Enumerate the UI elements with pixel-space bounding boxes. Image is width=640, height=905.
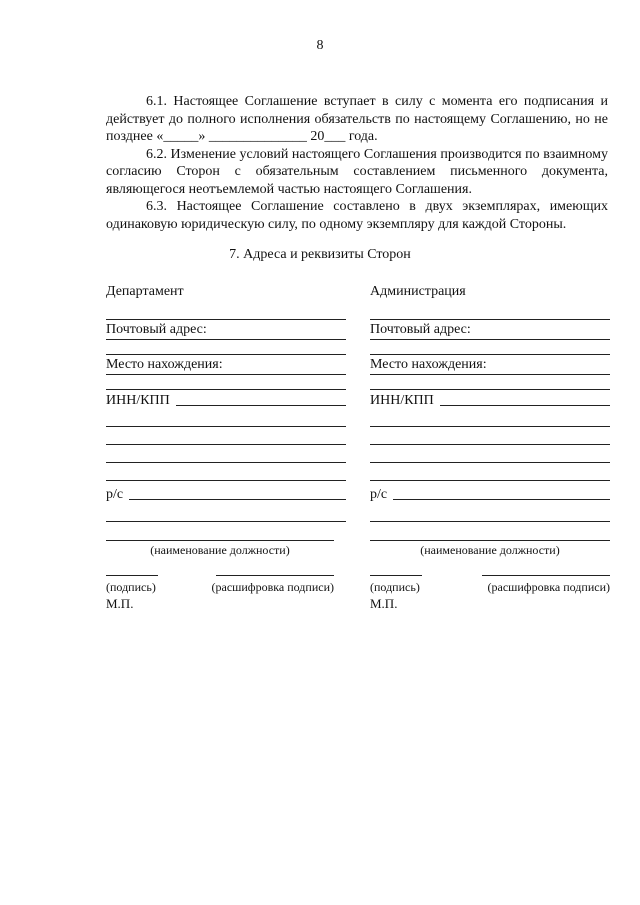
blank-line xyxy=(106,340,346,355)
blank-line xyxy=(106,445,346,463)
decode-line xyxy=(216,567,334,576)
decode-line xyxy=(482,567,610,576)
signature-caption: (подпись) xyxy=(370,580,420,594)
signature-caption: (подпись) xyxy=(106,580,156,594)
inn-kpp-field xyxy=(370,390,610,409)
blank-line xyxy=(106,503,346,522)
party-name: Администрация xyxy=(370,284,466,299)
blank-line xyxy=(370,302,610,320)
paragraph-6-1: 6.1. Настоящее Соглашение вступает в силу с момента его подписания и действует до полного исполнения обязательств по настоящему Соглашению, но не позднее «_____» ______________ 20___ года. xyxy=(106,94,608,144)
blank-line xyxy=(106,427,346,445)
blank-line xyxy=(106,463,346,481)
party-name: Департамент xyxy=(106,284,184,299)
signature-lines xyxy=(106,567,334,576)
inn-kpp-label: ИНН/КПП xyxy=(370,393,434,408)
blank-line xyxy=(370,427,610,445)
position-caption: (наименование должности) xyxy=(150,543,290,557)
blank-line xyxy=(370,463,610,481)
page-number: 8 xyxy=(316,38,324,53)
blank-line xyxy=(106,302,346,320)
location-label: Место нахождения: xyxy=(106,355,346,375)
section-title: 7. Адреса и реквизиты Сторон xyxy=(229,247,411,262)
postal-address-label: Почтовый адрес: xyxy=(370,320,610,340)
signature-captions xyxy=(370,580,610,595)
blank-line xyxy=(370,375,610,390)
inn-kpp-field xyxy=(106,390,346,409)
blank-line xyxy=(370,445,610,463)
blank-line xyxy=(106,375,346,390)
paragraph-6-2: 6.2. Изменение условий настоящего Соглашения производится по взаимному согласию Сторон с обязательным составлением письменного документа, являющегося неотъемлемой частью настоящего Соглашения. xyxy=(106,146,608,197)
account-field xyxy=(106,481,346,503)
paragraph-6-3: 6.3. Настоящее Соглашение составлено в двух экземплярах, имеющих одинаковую юридическую силу, по одному экземпляру для каждой Стороны. xyxy=(106,199,608,232)
location-label: Место нахождения: xyxy=(370,355,610,375)
signature-lines xyxy=(370,567,610,576)
account-field xyxy=(370,481,610,503)
signature-line xyxy=(370,567,422,576)
position-line xyxy=(106,522,334,541)
blank-line xyxy=(106,409,346,427)
signature-line xyxy=(106,567,158,576)
inn-kpp-label: ИНН/КПП xyxy=(106,393,170,408)
decode-caption: (расшифровка подписи) xyxy=(211,580,334,594)
party-block-department xyxy=(106,282,346,612)
party-block-administration xyxy=(370,282,610,612)
account-label: р/с xyxy=(106,487,124,502)
blank-line xyxy=(370,503,610,522)
position-line xyxy=(370,522,610,541)
stamp-label: М.П. xyxy=(370,596,398,611)
position-caption: (наименование должности) xyxy=(420,543,560,557)
account-label: р/с xyxy=(370,487,388,502)
decode-caption: (расшифровка подписи) xyxy=(487,580,610,594)
blank-line xyxy=(370,340,610,355)
blank-line xyxy=(370,409,610,427)
agreement-terms-text xyxy=(106,93,608,233)
signature-captions xyxy=(106,580,334,595)
postal-address-label: Почтовый адрес: xyxy=(106,320,346,340)
stamp-label: М.П. xyxy=(106,596,134,611)
